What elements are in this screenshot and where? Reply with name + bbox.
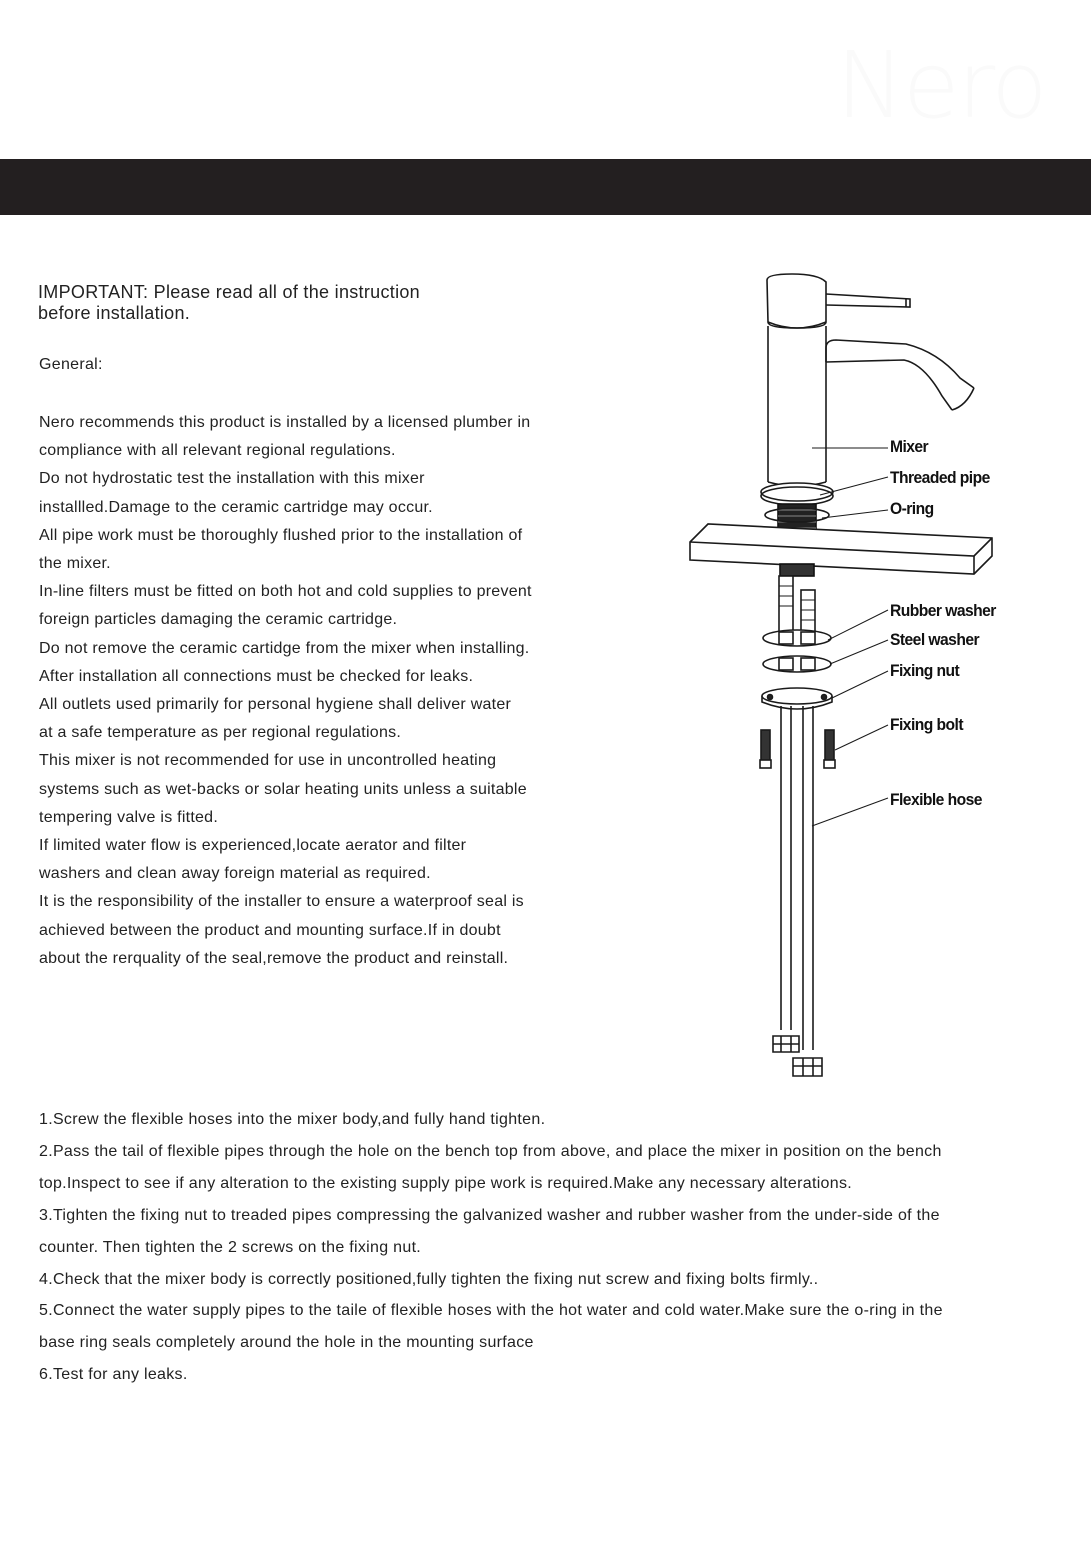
label-rubber-washer: Rubber washer <box>890 601 996 620</box>
label-o-ring: O-ring <box>890 499 934 518</box>
instruction-line: systems such as wet-backs or solar heating units unless a suitable <box>39 780 527 798</box>
instruction-line: All pipe work must be thoroughly flushed prior to the installation of <box>39 526 523 544</box>
step-line: base ring seals completely around the hole in the mounting surface <box>39 1334 534 1352</box>
instruction-line: Nero recommends this product is installed by a licensed plumber in <box>39 414 531 431</box>
label-fixing-nut: Fixing nut <box>890 661 960 680</box>
instruction-line: at a safe temperature as per regional regulations. <box>39 724 402 742</box>
label-steel-washer: Steel washer <box>890 630 980 649</box>
important-notice: IMPORTANT: Please read all of the instruction before installation. <box>38 282 420 323</box>
instruction-line: All outlets used primarily for personal hygiene shall deliver water <box>39 696 512 714</box>
instruction-line: tempering valve is fitted. <box>39 808 219 826</box>
mixer-diagram-drawing <box>660 260 1040 1090</box>
installation-steps <box>39 1104 1049 1391</box>
instruction-line: about the rerquality of the seal,remove the product and reinstall. <box>39 949 509 967</box>
label-threaded-pipe: Threaded pipe <box>890 468 990 487</box>
step-line: counter. Then tighten the 2 screws on the fixing nut. <box>39 1238 422 1256</box>
step-line: 4.Check that the mixer body is correctly positioned,fully tighten the fixing nut screw and fixing bolts firmly.. <box>39 1270 819 1288</box>
instruction-line: installled.Damage to the ceramic cartridge may occur. <box>39 498 433 516</box>
general-instructions <box>39 409 619 973</box>
step-line: top.Inspect to see if any alteration to the existing supply pipe work is required.Make any necessary alterations. <box>39 1174 852 1192</box>
instruction-line: washers and clean away foreign material as required. <box>39 865 431 883</box>
label-mixer: Mixer <box>890 437 929 456</box>
brand-watermark: Nero <box>836 32 1046 139</box>
header-bar <box>0 159 1091 215</box>
instruction-line: In-line filters must be fitted on both hot and cold supplies to prevent <box>39 583 532 601</box>
step-line: 5.Connect the water supply pipes to the taile of flexible hoses with the hot water and cold water.Make sure the o-ring in the <box>39 1302 943 1320</box>
step-line: 6.Test for any leaks. <box>39 1366 188 1384</box>
instruction-line: It is the responsibility of the installer to ensure a waterproof seal is <box>39 893 524 911</box>
general-heading: General: <box>39 356 103 373</box>
instruction-line: compliance with all relevant regional regulations. <box>39 442 396 460</box>
label-flexible-hose: Flexible hose <box>890 790 982 809</box>
label-fixing-bolt: Fixing bolt <box>890 715 963 734</box>
instruction-line: This mixer is not recommended for use in uncontrolled heating <box>39 752 497 770</box>
mixer-exploded-diagram <box>660 260 1040 1090</box>
step-line: 1.Screw the flexible hoses into the mixer body,and fully hand tighten. <box>39 1111 546 1128</box>
instruction-line: achieved between the product and mounting surface.If in doubt <box>39 921 501 939</box>
step-line: 3.Tighten the fixing nut to treaded pipes compressing the galvanized washer and rubber washer from the under-side of the <box>39 1206 940 1224</box>
step-line: 2.Pass the tail of flexible pipes through the hole on the bench top from above, and place the mixer in position on the bench <box>39 1142 942 1160</box>
instruction-line: If limited water flow is experienced,locate aerator and filter <box>39 837 467 855</box>
instruction-line: foreign particles damaging the ceramic cartridge. <box>39 611 398 629</box>
instruction-line: the mixer. <box>39 555 111 573</box>
instruction-line: Do not remove the ceramic cartidge from the mixer when installing. <box>39 639 530 657</box>
instruction-line: After installation all connections must be checked for leaks. <box>39 667 474 685</box>
instruction-line: Do not hydrostatic test the installation with this mixer <box>39 470 425 488</box>
